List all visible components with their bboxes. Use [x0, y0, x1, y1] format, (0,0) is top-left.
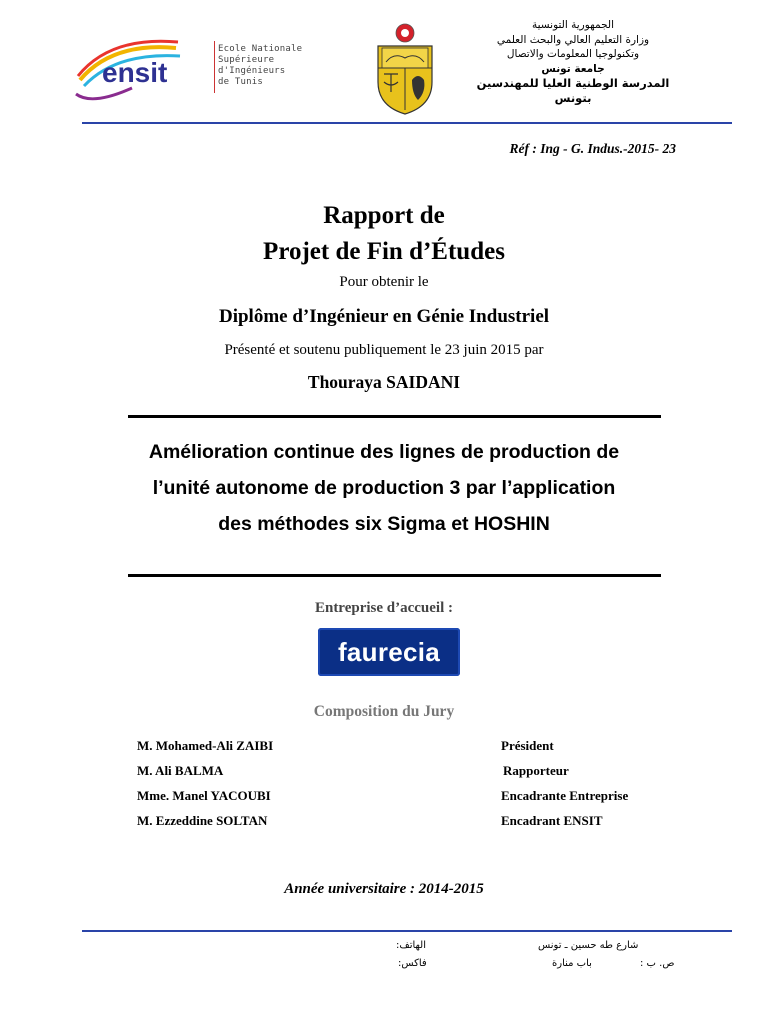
company-label: Entreprise d’accueil : [314, 600, 454, 616]
title-divider-bottom [128, 574, 661, 577]
jury-member-name: M. Ali BALMA [137, 763, 224, 778]
footer-po-area: باب منارة [552, 958, 592, 969]
project-title-line: des méthodes six Sigma et HOSHIN [218, 513, 550, 535]
jury-member-role: Encadrant ENSIT [501, 813, 603, 828]
ensit-logo-text: ensit [102, 57, 168, 88]
obtain-text: Pour obtenir le [339, 274, 429, 290]
tunisia-coat-of-arms-icon [374, 22, 436, 116]
project-title-line: l’unité autonome de production 3 par l’application [152, 477, 616, 499]
jury-row [137, 788, 697, 808]
author-name: Thouraya SAIDANI [307, 372, 461, 392]
jury-row [137, 738, 697, 758]
jury-member-role: Rapporteur [503, 763, 569, 778]
faurecia-logo [318, 628, 460, 676]
academic-year: Année universitaire : 2014-2015 [284, 881, 484, 897]
jury-row [137, 813, 697, 833]
jury-member-name: Mme. Manel YACOUBI [137, 788, 271, 803]
header-divider [82, 122, 732, 124]
reference-number: Réf : Ing - G. Indus.-2015- 23 [509, 141, 676, 156]
jury-row [137, 763, 697, 783]
school-name-fr [218, 44, 328, 88]
jury-member-role: Encadrante Entreprise [501, 788, 629, 803]
jury-member-role: Président [501, 738, 554, 753]
footer-fax-label: فاكس: [398, 958, 427, 969]
footer-divider [82, 930, 732, 932]
project-title-line: Amélioration continue des lignes de production de [148, 441, 620, 463]
faurecia-logo-text: faurecia [337, 636, 441, 667]
arabic-ministry: وزارة التعليم العالي والبحث العلمي [496, 33, 650, 46]
project-title [84, 434, 684, 542]
presented-text: Présenté et soutenu publiquement le 23 juin 2015 par [224, 342, 544, 358]
footer-phone-label: الهاتف: [396, 940, 426, 951]
report-title-line2: Projet de Fin d’Études [263, 238, 505, 265]
footer-po-box: ص. ب : [640, 958, 675, 969]
school-name-line: de Tunis [218, 77, 263, 87]
arabic-school: المدرسة الوطنية العليا للمهندسين بتونس [476, 76, 670, 105]
title-divider-top [128, 415, 661, 418]
diploma-title: Diplôme d’Ingénieur en Génie Industriel [218, 306, 550, 327]
jury-member-name: M. Ezzeddine SOLTAN [137, 813, 268, 828]
arabic-header [470, 18, 676, 105]
jury-title: Composition du Jury [313, 703, 455, 720]
arabic-ministry-2: وتكنولوجيا المعلومات والاتصال [506, 48, 640, 60]
school-name-line: Ecole Nationale [218, 44, 303, 54]
report-title-line1: Rapport de [323, 202, 445, 229]
school-name-line: Supérieure [218, 55, 275, 65]
ensit-logo [72, 36, 214, 104]
arabic-university: جامعة تونس [541, 62, 605, 75]
arabic-republic: الجمهورية التونسية [532, 19, 614, 31]
jury-member-name: M. Mohamed-Ali ZAIBI [137, 738, 274, 753]
school-name-line: d'Ingénieurs [218, 66, 286, 76]
footer-address: شارع طه حسين ـ تونس [538, 940, 639, 951]
